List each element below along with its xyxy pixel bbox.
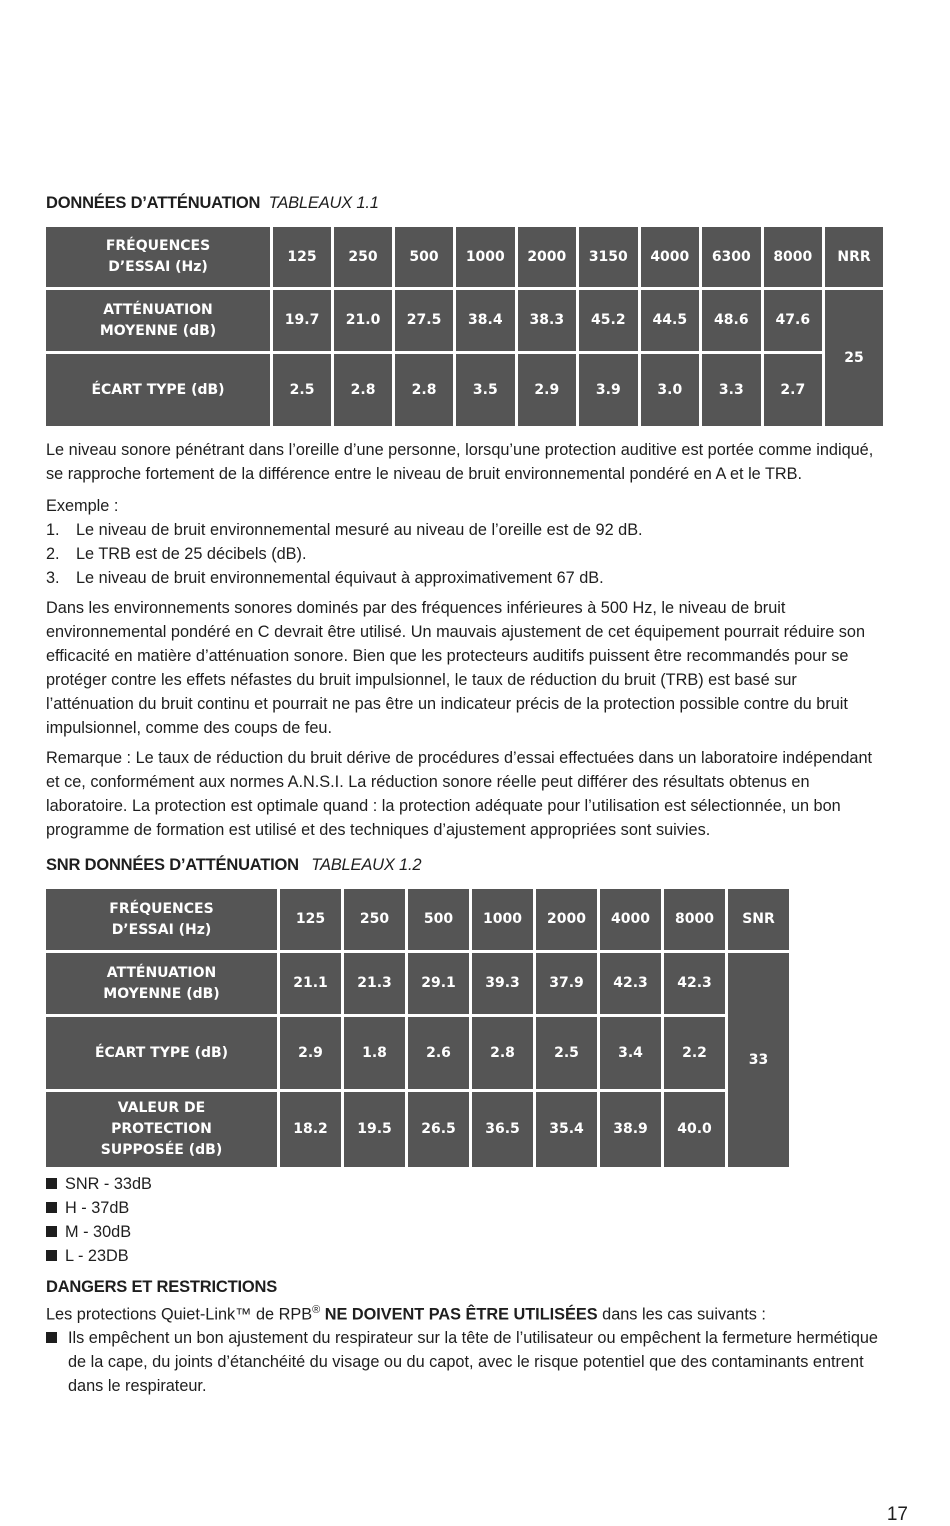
table1-std-cell: 3.5 — [456, 354, 515, 426]
table1-freq-cell: 3150 — [579, 227, 638, 287]
table2-apv-cell: 38.9 — [600, 1092, 661, 1167]
dangers-intro — [46, 1298, 886, 1326]
table2-freq-cell: 250 — [344, 889, 405, 950]
list-item-text: SNR - 33dB — [65, 1175, 152, 1193]
paragraph-remark: Remarque : Le taux de réduction du bruit dérive de procédures d’essai effectuées dans un laboratoire indépendant et ce, conformément aux normes A.N.S.I. La réduction sonore réelle peut différer des résultats obtenus en laboratoire. La protection est optimale quand : la protection adéquate pour l’utilisation est sélectionnée, un bon programme de formation est utilisé et des techniques d’ajustement appropriées sont suivies. — [46, 749, 873, 839]
list-item-text: M - 30dB — [65, 1223, 132, 1241]
example-step — [46, 518, 886, 542]
table1-att-cell: 21.0 — [334, 290, 392, 351]
table1-nrr-value: 25 — [825, 290, 883, 426]
list-item — [46, 1196, 886, 1220]
table1-freq-cell: 1000 — [456, 227, 515, 287]
table1-attenuation-row — [46, 290, 883, 351]
table2-subtitle: TABLEAUX 1.2 — [311, 856, 422, 874]
table2-att-cell: 21.1 — [280, 953, 341, 1014]
table2-attenuation-row — [46, 953, 789, 1014]
step-number: 3. — [46, 569, 60, 587]
table2-freq-cell: 2000 — [536, 889, 597, 950]
table2-heading — [46, 854, 886, 876]
table1-freq-cell: 500 — [395, 227, 453, 287]
paragraph-frequencies: Dans les environnements sonores dominés par des fréquences inférieures à 500 Hz, le niveau de bruit environnemental pondéré en C devrait être utilisé. Un mauvais ajustement de cet équipement pourrait réduire son efficacité en matière d’atténuation sonore. Bien que les protecteurs auditifs puissent être recommandés pour se protéger contre les effets néfastes du bruit impulsionnel, le taux de réduction du bruit (TRB) est basé sur l’atténuation du bruit continu et pourrait ne pas être un indicateur précis de la protection possible contre du bruit impulsionnel, comme des coups de feu. — [46, 599, 866, 737]
example-steps — [46, 518, 886, 590]
table1-att-cell: 27.5 — [395, 290, 453, 351]
attenuation-table-2 — [43, 886, 792, 1170]
table2-std-cell: 2.9 — [280, 1017, 341, 1089]
table2-att-cell: 21.3 — [344, 953, 405, 1014]
table1-std-cell: 3.0 — [641, 354, 700, 426]
table1-freq-cell: 6300 — [702, 227, 761, 287]
table1-std-cell: 3.3 — [702, 354, 761, 426]
table1-frequency-row — [46, 227, 883, 287]
table2-std-label: ÉCART TYPE (dB) — [46, 1017, 277, 1089]
table2-std-cell: 2.8 — [472, 1017, 533, 1089]
table1-att-cell: 38.4 — [456, 290, 515, 351]
step-number: 1. — [46, 521, 60, 539]
table1-std-cell: 2.7 — [764, 354, 823, 426]
table2-att-label: ATTÉNUATION MOYENNE (dB) — [46, 953, 277, 1014]
step-text: Le niveau de bruit environnemental mesuré au niveau de l’oreille est de 92 dB. — [76, 521, 643, 539]
table1-std-label: ÉCART TYPE (dB) — [46, 354, 270, 426]
list-item-text: Ils empêchent un bon ajustement du respirateur sur la tête de l’utilisateur ou empêchent la fermeture hermétique de la cape, du joints d’étanchéité du visage ou du capot, avec le risque potentiel que des contaminants entrent dans le respirateur. — [68, 1329, 878, 1396]
page-number: 17 — [886, 1504, 908, 1525]
dangers-list — [46, 1326, 886, 1398]
list-item-text: H - 37dB — [65, 1199, 130, 1217]
table2-apv-row — [46, 1092, 789, 1167]
table2-freq-cell: 4000 — [600, 889, 661, 950]
table1-subtitle: TABLEAUX 1.1 — [268, 194, 379, 212]
table1-att-cell: 38.3 — [518, 290, 577, 351]
table1-freq-cell: 125 — [273, 227, 331, 287]
dangers-heading — [46, 1276, 886, 1298]
registered-mark: ® — [312, 1304, 321, 1316]
list-item-text: L - 23DB — [65, 1247, 129, 1265]
table1-nrr-label: NRR — [825, 227, 883, 287]
example-step — [46, 566, 886, 590]
square-bullet-icon — [46, 1196, 65, 1220]
list-item — [46, 1326, 886, 1398]
table1-att-cell: 19.7 — [273, 290, 331, 351]
table2-std-row — [46, 1017, 789, 1089]
example-label: Exemple : — [46, 497, 119, 515]
table2-att-cell: 29.1 — [408, 953, 469, 1014]
table1-att-cell: 45.2 — [579, 290, 638, 351]
table2-apv-cell: 35.4 — [536, 1092, 597, 1167]
dangers-title: DANGERS ET RESTRICTIONS — [46, 1278, 278, 1296]
table2-att-cell: 37.9 — [536, 953, 597, 1014]
table2-att-cell: 39.3 — [472, 953, 533, 1014]
table2-std-cell: 3.4 — [600, 1017, 661, 1089]
table1-att-cell: 48.6 — [702, 290, 761, 351]
table2-std-cell: 2.6 — [408, 1017, 469, 1089]
square-bullet-icon — [46, 1172, 65, 1196]
table1-freq-cell: 8000 — [764, 227, 823, 287]
square-bullet-icon — [46, 1326, 68, 1398]
table2-apv-label: VALEUR DE PROTECTION SUPPOSÉE (dB) — [46, 1092, 277, 1167]
table2-att-cell: 42.3 — [600, 953, 661, 1014]
table2-std-cell: 2.2 — [664, 1017, 725, 1089]
table1-freq-cell: 250 — [334, 227, 392, 287]
table1-heading — [46, 192, 886, 214]
list-item — [46, 1220, 886, 1244]
table1-std-cell: 2.9 — [518, 354, 577, 426]
table1-att-cell: 44.5 — [641, 290, 700, 351]
table1-std-cell: 2.5 — [273, 354, 331, 426]
dangers-intro-emphasis: NE DOIVENT PAS ÊTRE UTILISÉES — [324, 1305, 598, 1324]
step-text: Le niveau de bruit environnemental équivaut à approximativement 67 dB. — [76, 569, 604, 587]
paragraph-sound-level: Le niveau sonore pénétrant dans l’oreille d’une personne, lorsqu’une protection auditive est portée comme indiqué, se rapproche fortement de la différence entre le niveau de bruit environnemental pondéré en A et le TRB. — [46, 441, 874, 483]
list-item — [46, 1244, 886, 1268]
table1-att-cell: 47.6 — [764, 290, 823, 351]
table2-snr-label: SNR — [728, 889, 789, 950]
list-item — [46, 1172, 886, 1196]
table2-freq-cell: 125 — [280, 889, 341, 950]
square-bullet-icon — [46, 1220, 65, 1244]
table2-snr-value: 33 — [728, 953, 789, 1167]
table1-freq-cell: 2000 — [518, 227, 577, 287]
table2-freq-cell: 1000 — [472, 889, 533, 950]
table2-att-cell: 42.3 — [664, 953, 725, 1014]
table1-title: DONNÉES D’ATTÉNUATION — [46, 194, 261, 212]
page-content — [46, 192, 886, 1398]
table1-freq-cell: 4000 — [641, 227, 700, 287]
table2-apv-cell: 18.2 — [280, 1092, 341, 1167]
table2-apv-cell: 40.0 — [664, 1092, 725, 1167]
step-text: Le TRB est de 25 décibels (dB). — [76, 545, 307, 563]
example-step — [46, 542, 886, 566]
table1-std-cell: 2.8 — [395, 354, 453, 426]
table2-std-cell: 2.5 — [536, 1017, 597, 1089]
attenuation-table-1 — [43, 224, 886, 429]
table2-apv-cell: 19.5 — [344, 1092, 405, 1167]
table1-std-cell: 2.8 — [334, 354, 392, 426]
table2-frequency-row — [46, 889, 789, 950]
dangers-intro-text: Les protections Quiet-Link™ de RPB — [46, 1305, 313, 1324]
table2-freq-label: FRÉQUENCES D’ESSAI (Hz) — [46, 889, 277, 950]
table1-att-label: ATTÉNUATION MOYENNE (dB) — [46, 290, 270, 351]
table1-std-row — [46, 354, 883, 426]
table2-apv-cell: 26.5 — [408, 1092, 469, 1167]
table1-freq-label: FRÉQUENCES D’ESSAI (Hz) — [46, 227, 270, 287]
table2-title: SNR DONNÉES D’ATTÉNUATION — [46, 856, 299, 874]
square-bullet-icon — [46, 1244, 65, 1268]
table2-freq-cell: 500 — [408, 889, 469, 950]
table1-std-cell: 3.9 — [579, 354, 638, 426]
dangers-intro-suffix: dans les cas suivants : — [602, 1305, 766, 1324]
table2-std-cell: 1.8 — [344, 1017, 405, 1089]
table2-freq-cell: 8000 — [664, 889, 725, 950]
step-number: 2. — [46, 545, 60, 563]
table2-apv-cell: 36.5 — [472, 1092, 533, 1167]
snr-summary-list — [46, 1172, 886, 1268]
